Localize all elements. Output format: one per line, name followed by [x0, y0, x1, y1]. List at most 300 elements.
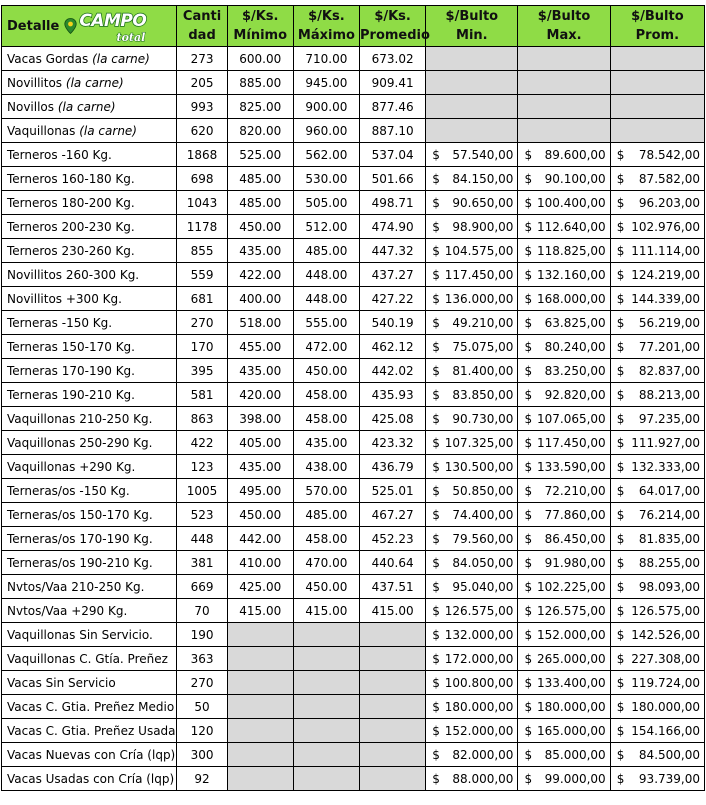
currency-symbol: $ — [524, 219, 533, 234]
row-detalle — [2, 143, 177, 167]
row-name: Vaquillonas 210-250 Kg. — [7, 411, 153, 426]
row-ks-minimo: 518.00 — [227, 311, 293, 335]
row-ks-maximo — [293, 767, 359, 791]
row-ks-maximo: 438.00 — [293, 455, 359, 479]
currency-symbol: $ — [616, 171, 625, 186]
row-bulto-prom — [610, 263, 704, 287]
row-bulto-max — [518, 407, 610, 431]
bulto-value: 133.590,00 — [536, 459, 606, 474]
currency-symbol: $ — [616, 723, 625, 738]
row-ks-minimo — [227, 719, 293, 743]
row-bulto-max — [518, 215, 610, 239]
currency-symbol: $ — [432, 147, 440, 162]
row-ks-promedio: 673.02 — [360, 47, 426, 71]
row-bulto-max — [518, 575, 610, 599]
row-detalle — [2, 95, 177, 119]
bulto-value: 90.730,00 — [452, 411, 514, 426]
row-bulto-prom — [610, 551, 704, 575]
row-detalle — [2, 311, 177, 335]
currency-symbol: $ — [524, 267, 533, 282]
row-ks-minimo — [227, 767, 293, 791]
bulto-value: 227.308,00 — [631, 651, 700, 666]
header-bulto-min: $/Bulto Min. — [426, 6, 518, 47]
row-detalle — [2, 551, 177, 575]
currency-symbol: $ — [616, 699, 625, 714]
row-bulto-min — [426, 47, 518, 71]
currency-symbol: $ — [616, 771, 625, 786]
row-bulto-prom — [610, 383, 704, 407]
bulto-value: 136.000,00 — [444, 291, 514, 306]
table-row — [2, 479, 705, 503]
bulto-value: 72.210,00 — [544, 483, 606, 498]
row-bulto-min — [426, 767, 518, 791]
row-detalle — [2, 455, 177, 479]
row-detalle — [2, 743, 177, 767]
row-ks-maximo: 710.00 — [293, 47, 359, 71]
row-ks-maximo — [293, 743, 359, 767]
bulto-value: 93.739,00 — [638, 771, 700, 786]
price-table — [1, 5, 705, 791]
bulto-value: 85.000,00 — [544, 747, 606, 762]
currency-symbol: $ — [432, 651, 440, 666]
row-bulto-min — [426, 359, 518, 383]
row-cantidad: 50 — [177, 695, 227, 719]
row-cantidad: 422 — [177, 431, 227, 455]
row-bulto-prom — [610, 647, 704, 671]
currency-symbol: $ — [616, 291, 625, 306]
table-row — [2, 623, 705, 647]
row-ks-maximo — [293, 647, 359, 671]
currency-symbol: $ — [616, 603, 625, 618]
row-bulto-prom — [610, 407, 704, 431]
row-ks-maximo: 960.00 — [293, 119, 359, 143]
row-detalle — [2, 479, 177, 503]
row-ks-minimo: 442.00 — [227, 527, 293, 551]
row-bulto-min — [426, 263, 518, 287]
row-bulto-min — [426, 335, 518, 359]
bulto-value: 84.500,00 — [638, 747, 700, 762]
row-ks-promedio: 452.23 — [360, 527, 426, 551]
bulto-value: 89.600,00 — [544, 147, 606, 162]
bulto-value: 168.000,00 — [536, 291, 606, 306]
row-cantidad: 559 — [177, 263, 227, 287]
row-ks-minimo: 495.00 — [227, 479, 293, 503]
bulto-value: 126.575,00 — [631, 603, 700, 618]
row-note: (la carne) — [57, 99, 116, 114]
bulto-value: 56.219,00 — [638, 315, 700, 330]
logo-total-text: total — [116, 31, 146, 44]
row-bulto-max — [518, 719, 610, 743]
currency-symbol: $ — [524, 171, 533, 186]
row-bulto-max — [518, 383, 610, 407]
campo-total-logo — [64, 10, 147, 42]
row-cantidad: 300 — [177, 743, 227, 767]
row-name: Novillos — [7, 99, 55, 114]
bulto-value: 102.976,00 — [631, 219, 700, 234]
row-ks-promedio — [360, 647, 426, 671]
currency-symbol: $ — [616, 147, 625, 162]
row-ks-promedio: 442.02 — [360, 359, 426, 383]
row-ks-minimo: 885.00 — [227, 71, 293, 95]
row-detalle — [2, 359, 177, 383]
row-ks-minimo: 485.00 — [227, 191, 293, 215]
row-bulto-max — [518, 695, 610, 719]
bulto-value: 86.450,00 — [544, 531, 606, 546]
row-bulto-min — [426, 743, 518, 767]
row-bulto-max — [518, 239, 610, 263]
bulto-value: 117.450,00 — [444, 267, 514, 282]
row-cantidad: 170 — [177, 335, 227, 359]
row-ks-maximo: 470.00 — [293, 551, 359, 575]
currency-symbol: $ — [524, 147, 533, 162]
row-detalle — [2, 623, 177, 647]
logo-campo-text: CAMPO — [79, 11, 147, 31]
row-ks-promedio: 887.10 — [360, 119, 426, 143]
row-ks-promedio — [360, 719, 426, 743]
row-bulto-max — [518, 95, 610, 119]
row-ks-promedio: 423.32 — [360, 431, 426, 455]
row-bulto-max — [518, 191, 610, 215]
row-ks-minimo: 600.00 — [227, 47, 293, 71]
row-bulto-max — [518, 599, 610, 623]
row-bulto-max — [518, 311, 610, 335]
table-row — [2, 575, 705, 599]
table-row — [2, 71, 705, 95]
bulto-value: 74.400,00 — [452, 507, 514, 522]
table-row — [2, 503, 705, 527]
row-ks-minimo: 425.00 — [227, 575, 293, 599]
currency-symbol: $ — [616, 363, 625, 378]
row-ks-maximo: 458.00 — [293, 527, 359, 551]
table-row — [2, 167, 705, 191]
row-name: Terneras 150-170 Kg. — [7, 339, 135, 354]
currency-symbol: $ — [616, 627, 625, 642]
currency-symbol: $ — [432, 531, 440, 546]
row-ks-minimo: 435.00 — [227, 359, 293, 383]
row-cantidad: 581 — [177, 383, 227, 407]
row-bulto-max — [518, 263, 610, 287]
bulto-value: 78.542,00 — [638, 147, 700, 162]
row-bulto-prom — [610, 191, 704, 215]
currency-symbol: $ — [616, 411, 625, 426]
header-cantidad: Canti dad — [177, 6, 227, 47]
bulto-value: 92.820,00 — [544, 387, 606, 402]
row-detalle — [2, 671, 177, 695]
row-bulto-prom — [610, 71, 704, 95]
row-name: Novillitos — [7, 75, 63, 90]
row-ks-maximo: 945.00 — [293, 71, 359, 95]
row-bulto-max — [518, 119, 610, 143]
bulto-value: 50.850,00 — [452, 483, 514, 498]
row-ks-maximo: 458.00 — [293, 383, 359, 407]
row-bulto-prom — [610, 695, 704, 719]
row-ks-promedio: 909.41 — [360, 71, 426, 95]
row-ks-promedio: 427.22 — [360, 287, 426, 311]
row-bulto-max — [518, 623, 610, 647]
row-ks-maximo: 448.00 — [293, 287, 359, 311]
row-bulto-min — [426, 71, 518, 95]
row-ks-maximo: 900.00 — [293, 95, 359, 119]
currency-symbol: $ — [616, 747, 625, 762]
row-cantidad: 669 — [177, 575, 227, 599]
currency-symbol: $ — [432, 171, 440, 186]
row-bulto-prom — [610, 455, 704, 479]
bulto-value: 96.203,00 — [638, 195, 700, 210]
currency-symbol: $ — [524, 387, 533, 402]
table-row — [2, 215, 705, 239]
bulto-value: 99.000,00 — [544, 771, 606, 786]
row-detalle — [2, 191, 177, 215]
currency-symbol: $ — [524, 627, 533, 642]
row-cantidad: 270 — [177, 311, 227, 335]
currency-symbol: $ — [432, 219, 440, 234]
currency-symbol: $ — [616, 531, 625, 546]
table-row — [2, 95, 705, 119]
row-bulto-prom — [610, 671, 704, 695]
row-ks-maximo: 415.00 — [293, 599, 359, 623]
table-row — [2, 431, 705, 455]
bulto-value: 126.575,00 — [444, 603, 514, 618]
row-bulto-max — [518, 167, 610, 191]
table-row — [2, 455, 705, 479]
currency-symbol: $ — [432, 195, 440, 210]
row-ks-promedio: 540.19 — [360, 311, 426, 335]
bulto-value: 180.000,00 — [631, 699, 700, 714]
row-bulto-prom — [610, 575, 704, 599]
row-ks-minimo: 820.00 — [227, 119, 293, 143]
row-name: Terneras/os 150-170 Kg. — [7, 507, 153, 522]
table-body — [2, 47, 705, 791]
currency-symbol: $ — [524, 363, 533, 378]
table-row — [2, 527, 705, 551]
row-bulto-prom — [610, 239, 704, 263]
row-name: Vaquillonas Sin Servicio. — [7, 627, 153, 642]
bulto-value: 97.235,00 — [638, 411, 700, 426]
bulto-value: 49.210,00 — [452, 315, 514, 330]
row-bulto-prom — [610, 119, 704, 143]
row-bulto-min — [426, 647, 518, 671]
row-cantidad: 855 — [177, 239, 227, 263]
row-name: Vacas Usadas con Cría (lqp) — [7, 771, 175, 786]
bulto-value: 76.214,00 — [638, 507, 700, 522]
currency-symbol: $ — [524, 771, 533, 786]
row-bulto-prom — [610, 143, 704, 167]
row-bulto-min — [426, 407, 518, 431]
bulto-value: 117.450,00 — [536, 435, 606, 450]
bulto-value: 180.000,00 — [536, 699, 606, 714]
row-ks-minimo: 420.00 — [227, 383, 293, 407]
currency-symbol: $ — [432, 363, 440, 378]
bulto-value: 81.400,00 — [452, 363, 514, 378]
row-name: Nvtos/Vaa 210-250 Kg. — [7, 579, 145, 594]
row-note: (la carne) — [65, 75, 124, 90]
currency-symbol: $ — [616, 387, 625, 402]
row-ks-promedio: 537.04 — [360, 143, 426, 167]
row-detalle — [2, 575, 177, 599]
row-cantidad: 273 — [177, 47, 227, 71]
header-row — [2, 6, 705, 47]
currency-symbol: $ — [616, 555, 625, 570]
table-row — [2, 407, 705, 431]
row-bulto-min — [426, 719, 518, 743]
currency-symbol: $ — [432, 387, 440, 402]
bulto-value: 82.837,00 — [638, 363, 700, 378]
row-bulto-prom — [610, 767, 704, 791]
row-ks-minimo: 435.00 — [227, 455, 293, 479]
row-ks-minimo — [227, 647, 293, 671]
row-ks-maximo: 570.00 — [293, 479, 359, 503]
row-bulto-min — [426, 503, 518, 527]
row-ks-promedio: 447.32 — [360, 239, 426, 263]
currency-symbol: $ — [524, 507, 533, 522]
row-ks-maximo: 448.00 — [293, 263, 359, 287]
currency-symbol: $ — [524, 699, 533, 714]
row-ks-maximo: 485.00 — [293, 239, 359, 263]
currency-symbol: $ — [616, 195, 625, 210]
row-bulto-min — [426, 695, 518, 719]
bulto-value: 107.325,00 — [444, 435, 514, 450]
row-ks-minimo: 410.00 — [227, 551, 293, 575]
row-bulto-max — [518, 287, 610, 311]
bulto-value: 87.582,00 — [638, 171, 700, 186]
row-bulto-min — [426, 143, 518, 167]
bulto-value: 77.201,00 — [638, 339, 700, 354]
bulto-value: 172.000,00 — [444, 651, 514, 666]
row-ks-maximo — [293, 671, 359, 695]
row-bulto-prom — [610, 287, 704, 311]
row-ks-minimo: 435.00 — [227, 239, 293, 263]
row-bulto-max — [518, 767, 610, 791]
currency-symbol: $ — [432, 267, 440, 282]
bulto-value: 100.400,00 — [536, 195, 606, 210]
currency-symbol: $ — [616, 339, 625, 354]
row-cantidad: 190 — [177, 623, 227, 647]
currency-symbol: $ — [616, 435, 625, 450]
table-row — [2, 287, 705, 311]
row-ks-minimo: 450.00 — [227, 503, 293, 527]
row-ks-promedio: 501.66 — [360, 167, 426, 191]
row-ks-minimo: 405.00 — [227, 431, 293, 455]
row-ks-minimo: 415.00 — [227, 599, 293, 623]
table-row — [2, 695, 705, 719]
row-ks-promedio: 525.01 — [360, 479, 426, 503]
row-bulto-prom — [610, 359, 704, 383]
currency-symbol: $ — [524, 243, 533, 258]
row-ks-promedio: 877.46 — [360, 95, 426, 119]
bulto-value: 100.800,00 — [444, 675, 514, 690]
row-ks-maximo: 450.00 — [293, 575, 359, 599]
row-detalle — [2, 647, 177, 671]
bulto-value: 152.000,00 — [536, 627, 606, 642]
currency-symbol: $ — [524, 315, 533, 330]
row-bulto-prom — [610, 623, 704, 647]
row-bulto-max — [518, 143, 610, 167]
bulto-value: 133.400,00 — [536, 675, 606, 690]
row-cantidad: 1868 — [177, 143, 227, 167]
row-bulto-prom — [610, 599, 704, 623]
row-bulto-prom — [610, 215, 704, 239]
row-ks-maximo: 435.00 — [293, 431, 359, 455]
row-bulto-max — [518, 455, 610, 479]
row-bulto-min — [426, 95, 518, 119]
bulto-value: 111.114,00 — [631, 243, 700, 258]
bulto-value: 88.255,00 — [638, 555, 700, 570]
table-row — [2, 191, 705, 215]
bulto-value: 132.000,00 — [444, 627, 514, 642]
row-ks-promedio — [360, 767, 426, 791]
row-ks-minimo: 825.00 — [227, 95, 293, 119]
bulto-value: 83.250,00 — [544, 363, 606, 378]
currency-symbol: $ — [432, 291, 440, 306]
row-ks-promedio: 498.71 — [360, 191, 426, 215]
currency-symbol: $ — [524, 579, 533, 594]
row-bulto-max — [518, 47, 610, 71]
bulto-value: 180.000,00 — [444, 699, 514, 714]
row-cantidad: 620 — [177, 119, 227, 143]
header-detalle — [2, 6, 177, 47]
bulto-value: 79.560,00 — [452, 531, 514, 546]
bulto-value: 124.219,00 — [631, 267, 700, 282]
row-ks-minimo: 450.00 — [227, 215, 293, 239]
currency-symbol: $ — [432, 555, 440, 570]
bulto-value: 119.724,00 — [631, 675, 700, 690]
row-name: Terneras -150 Kg. — [7, 315, 113, 330]
row-detalle — [2, 287, 177, 311]
bulto-value: 142.526,00 — [631, 627, 700, 642]
currency-symbol: $ — [432, 675, 440, 690]
row-bulto-max — [518, 527, 610, 551]
row-name: Vaquillonas 250-290 Kg. — [7, 435, 153, 450]
row-detalle — [2, 239, 177, 263]
row-name: Vaquillonas — [7, 123, 76, 138]
bulto-value: 154.166,00 — [631, 723, 700, 738]
header-ks-minimo: $/Ks. Mínimo — [227, 6, 293, 47]
row-ks-promedio: 440.64 — [360, 551, 426, 575]
bulto-value: 84.150,00 — [452, 171, 514, 186]
row-ks-minimo: 485.00 — [227, 167, 293, 191]
row-ks-promedio — [360, 623, 426, 647]
row-bulto-max — [518, 431, 610, 455]
bulto-value: 90.650,00 — [452, 195, 514, 210]
row-cantidad: 120 — [177, 719, 227, 743]
row-name: Terneros 200-230 Kg. — [7, 219, 135, 234]
row-ks-maximo: 472.00 — [293, 335, 359, 359]
header-bulto-max: $/Bulto Max. — [518, 6, 610, 47]
row-bulto-prom — [610, 167, 704, 191]
bulto-value: 102.225,00 — [536, 579, 606, 594]
row-bulto-min — [426, 599, 518, 623]
row-ks-promedio: 425.08 — [360, 407, 426, 431]
currency-symbol: $ — [432, 771, 440, 786]
bulto-value: 95.040,00 — [452, 579, 514, 594]
row-detalle — [2, 599, 177, 623]
row-ks-promedio: 462.12 — [360, 335, 426, 359]
row-cantidad: 395 — [177, 359, 227, 383]
currency-symbol: $ — [524, 555, 533, 570]
table-row — [2, 143, 705, 167]
row-bulto-prom — [610, 719, 704, 743]
row-bulto-max — [518, 551, 610, 575]
currency-symbol: $ — [616, 459, 625, 474]
row-ks-minimo — [227, 743, 293, 767]
row-ks-maximo — [293, 623, 359, 647]
row-name: Terneras 190-210 Kg. — [7, 387, 135, 402]
currency-symbol: $ — [432, 483, 440, 498]
currency-symbol: $ — [524, 459, 533, 474]
row-name: Terneros 180-200 Kg. — [7, 195, 135, 210]
row-bulto-max — [518, 671, 610, 695]
map-pin-icon — [64, 18, 77, 34]
